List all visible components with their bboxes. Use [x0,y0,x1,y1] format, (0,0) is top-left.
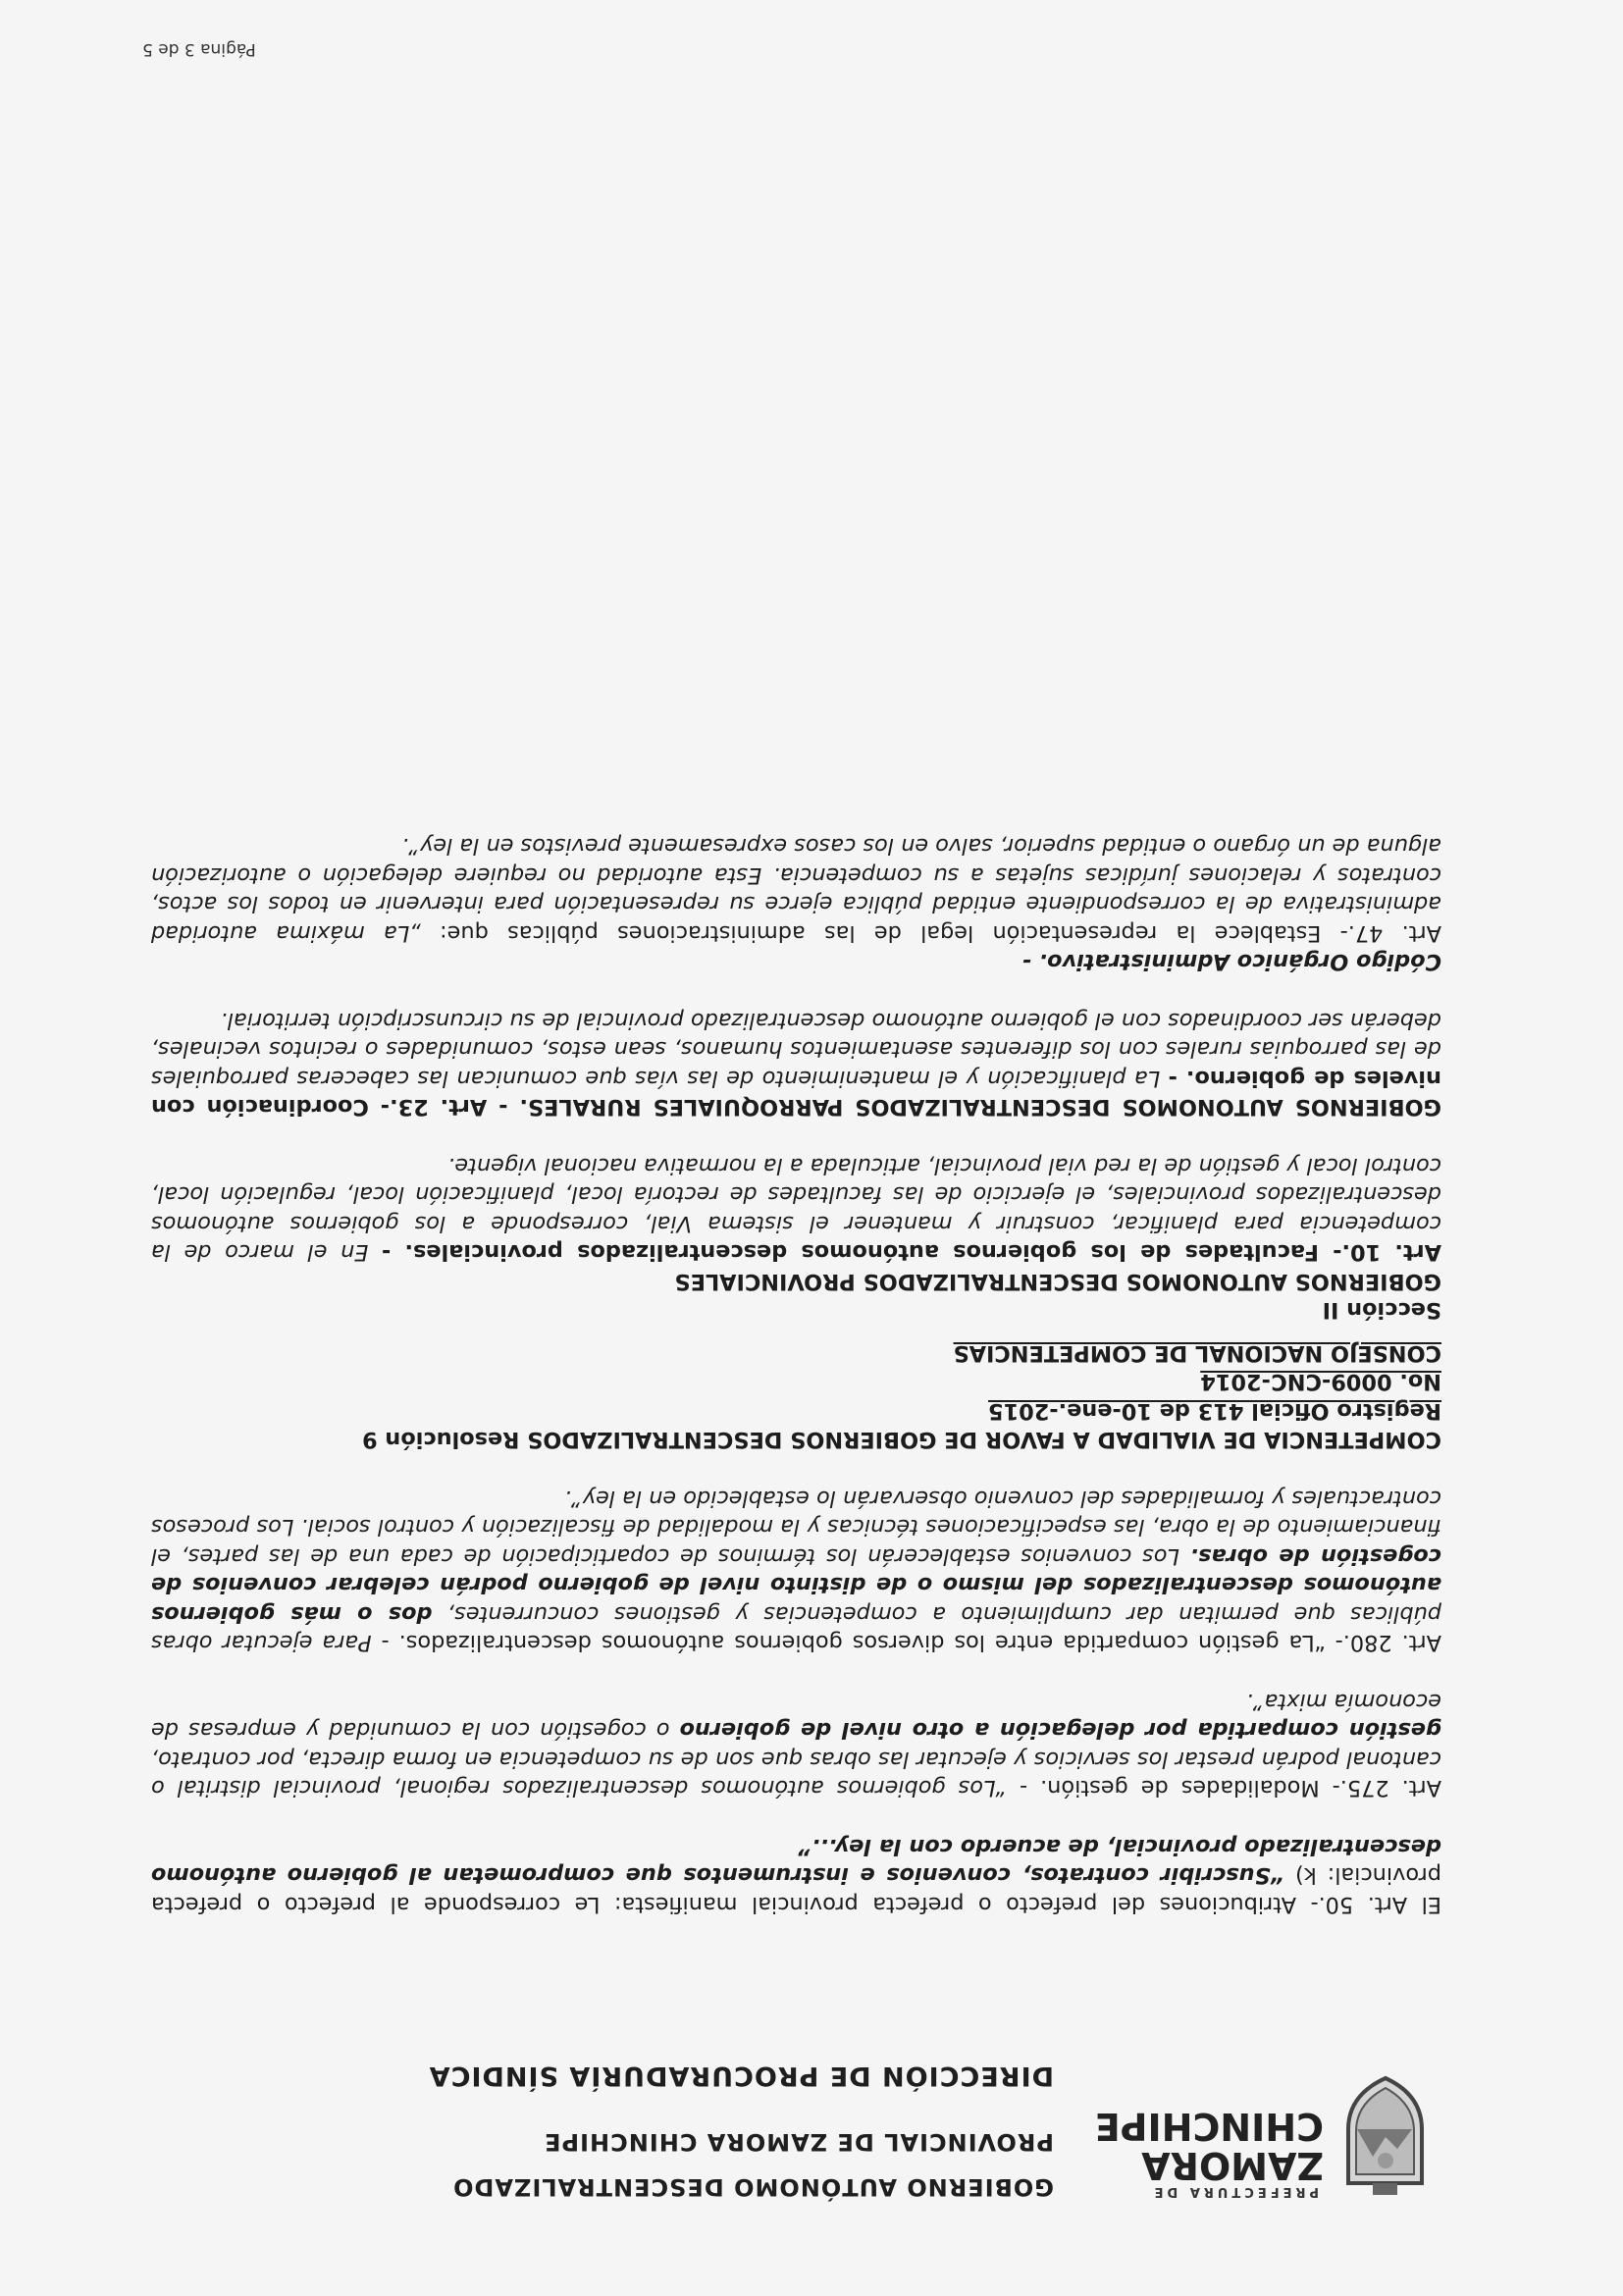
logo-wordmark [1095,2107,1324,2185]
art-280-title: Art. 280.- “La gestión compartida entre los diversos gobiernos autónomos descentralizados. - [371,1630,1441,1656]
logo-line-2: CHINCHIPE [1094,2105,1324,2148]
logo-prefix: PREFECTURA DE [1150,2184,1319,2199]
logo-line-1: ZAMORA [1141,2144,1324,2187]
letterhead [127,2056,1432,2203]
section-heading [151,1267,1441,1325]
art-10-title: Art. 10.- Facultades de los gobiernos autónomos descentralizados provinciales. - [381,1239,1441,1266]
page-number: Página 3 de 5 [142,39,256,59]
paragraph-art-280 [151,1484,1441,1657]
coa-title: Código Orgánico Administrativo. - [1021,949,1441,975]
art-47-title: Art. 47.- Establece la representación legal de las administraciones públicas que: [420,920,1441,946]
paragraph-art-275 [151,1687,1441,1802]
institution-name-2: PROVINCIAL DE ZAMORA CHINCHIPE [544,2128,1054,2156]
art-275-quote-2: o cogestión con la comunidad y empresas de economía mixta”. [151,1689,1441,1744]
art-47-text: „La máxima autoridad administrativa de la correspondiente entidad pública ejerce su representación para intervenir en todos los actos, contratos y relaciones jurídicas sujetas a su competencia. Esta autoridad no requiere delegación o autorización alguna de un órgano o entidad superior, salvo en los casos expresamente previstos en la ley”. [151,833,1441,946]
paragraph-art-23 [151,1006,1441,1122]
art-275-quote-1: “Los gobiernos autónomos descentralizados regional, provincial distrital o cantonal podrán prestar los servicios y ejecutar las obras que son de su competencia en forma directa, por contrato, [151,1747,1441,1801]
art-10-text: En el marco de la competencia para planificar, construir y mantener el sistema Vial, corresponde a los gobiernos autónomos descentralizados provinciales, el ejercicio de las facultades de rectoría local, planificación local, regulación local, control local y gestión de la red vial provincial, articulada a la normativa nacional vigente. [151,1153,1441,1266]
coat-of-arms-icon [1338,2075,1432,2198]
art-50-text: El Art. 50.- Atribuciones del prefecto o prefecta provincial manifiesta: Le corresponde al prefecto o prefecta provincial: k) [151,1862,1441,1917]
prefectura-logo [1029,2065,1432,2203]
section-title: GOBIERNOS AUTONOMOS DESCENTRALIZADOS PROVINCIALES [674,1269,1441,1294]
resolution-number: No. 0009-CNC-2014 [1200,1369,1441,1395]
art-275-quote-bold: gestión compartida por delegación a otro nivel de gobierno [679,1717,1441,1744]
paragraph-art-47 [151,831,1441,947]
art-280-quote-2: Los convenios establecerán los términos de coparticipación de cada una de las partes, el financiamiento de la obra, las especificaciones técnicas y la modalidad de fiscalización y control social. Los procesos contractuales y formalidades del convenio observarán lo establecido en la ley”. [151,1486,1441,1569]
institution-block [171,2061,1054,2203]
document-body [151,802,1441,1918]
institution-name-1: GOBIERNO AUTÓNOMO DESCENTRALIZADO [452,2173,1054,2201]
registro-oficial: Registro Oficial 413 de 10-ene.-2015 [988,1398,1441,1424]
art-23-title: GOBIERNOS AUTONOMOS DESCENTRALIZADOS PARROQUIALES RURALES. - Art. 23.- Coordinación con niveles de gobierno. - [151,1066,1441,1121]
coa-heading [151,947,1441,976]
resolution-heading [151,1338,1441,1454]
section-number: Sección II [1322,1297,1441,1324]
resolution-title: COMPETENCIA DE VIALIDAD A FAVOR DE GOBIERNOS DESCENTRALIZADOS Resolución 9 [361,1427,1441,1453]
department-name: DIRECCIÓN DE PROCURADURÍA SÍNDICA [428,2061,1054,2091]
paragraph-art-50 [151,1832,1441,1919]
consejo-name: CONSEJO NACIONAL DE COMPETENCIAS [953,1340,1441,1366]
art-280-quote-bold: dos o más gobiernos autónomos descentralizados del mismo o de distinto nivel de gobierno podrán celebrar convenios de cogestión de obras. [151,1543,1441,1627]
art-280-quote-1: Para ejecutar obras públicas que permitan dar cumplimiento a competencias y gestiones concurrentes, [151,1601,1441,1656]
paragraph-art-10 [151,1151,1441,1267]
art-23-text: La planificación y el mantenimiento de las vías que comunican las cabeceras parroquiales de las parroquias rurales con los diferentes asentamientos humanos, sean estos, comunidades o recintos vecinales, deberán ser coordinados con el gobierno autónomo descentralizado provincial de su circunscripción territorial. [151,1008,1441,1091]
art-50-quote: “Suscribir contratos, convenios e instrumentos que comprometan al gobierno autónomo descentralizado provincial, de acuerdo con la ley...” [151,1834,1441,1889]
art-275-title: Art. 275.- Modalidades de gestión. - [1007,1775,1441,1801]
